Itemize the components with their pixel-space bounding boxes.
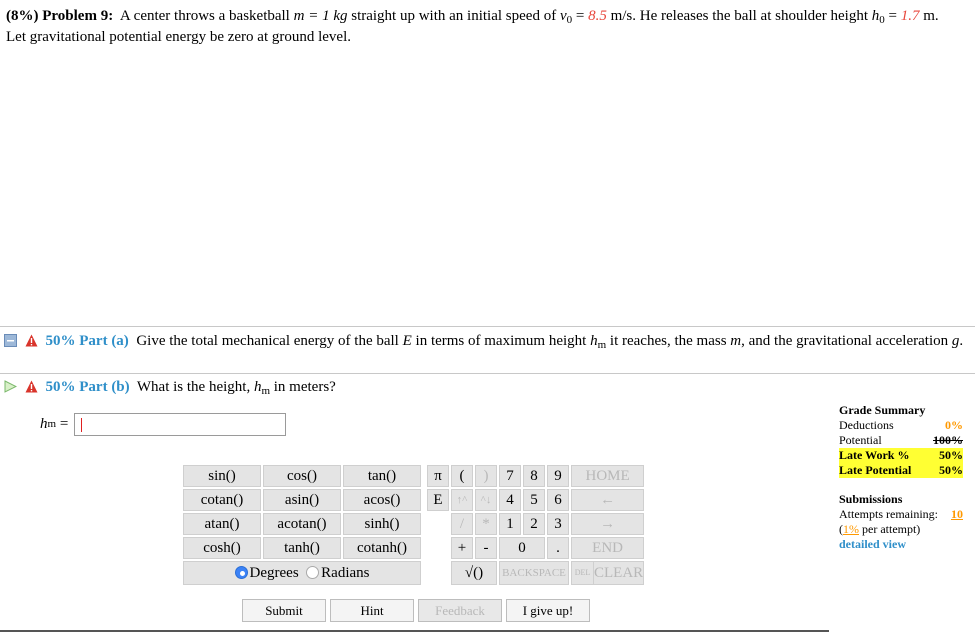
key-8[interactable]: 8 (523, 465, 545, 487)
expand-arrow-icon[interactable] (4, 379, 17, 400)
key-plus[interactable]: + (451, 537, 473, 559)
key-1[interactable]: 1 (499, 513, 521, 535)
part-a: 50% Part (a) Give the total mechanical energy of the ball E in terms of maximum height $h_m$ it reaches, the mass m, and the gravitational acceleration g. (4, 331, 964, 354)
key-cosh[interactable]: cosh() (183, 537, 261, 559)
key-home[interactable]: HOME (571, 465, 644, 487)
problem-label: Problem 9: (42, 8, 114, 24)
key-tanh[interactable]: tanh() (263, 537, 341, 559)
key-tan[interactable]: tan() (343, 465, 421, 487)
angle-mode: Degrees Radians (183, 561, 421, 585)
key-3[interactable]: 3 (547, 513, 569, 535)
key-backspace[interactable]: BACKSPACE (499, 561, 569, 585)
grade-summary: Grade Summary Deductions 0% Potential 100% Late Work % 50% Late Potential 50% Submissions Attempts remaining: 10 (1% per attempt) detailed view (839, 403, 963, 551)
key-sqrt[interactable]: √() (451, 561, 497, 585)
key-2[interactable]: 2 (523, 513, 545, 535)
divider (0, 630, 829, 632)
key-caret-down[interactable]: ^↓ (475, 489, 497, 511)
part-b: 50% Part (b) What is the height, $h_m$ in meters? (4, 377, 964, 400)
key-acotan[interactable]: acotan() (263, 513, 341, 535)
key-5[interactable]: 5 (523, 489, 545, 511)
key-pi[interactable]: π (427, 465, 449, 487)
key-divide[interactable]: / (451, 513, 473, 535)
keypad (181, 463, 646, 587)
key-cos[interactable]: cos() (263, 465, 341, 487)
text-cursor (81, 418, 82, 432)
feedback-button[interactable]: Feedback (418, 599, 502, 622)
radians-radio[interactable] (306, 566, 319, 579)
key-sinh[interactable]: sinh() (343, 513, 421, 535)
warning-icon (25, 333, 38, 354)
divider (0, 373, 975, 374)
give-up-button[interactable]: I give up! (506, 599, 590, 622)
key-7[interactable]: 7 (499, 465, 521, 487)
key-acos[interactable]: acos() (343, 489, 421, 511)
divider (0, 326, 975, 327)
warning-icon (25, 379, 38, 400)
detailed-view-link[interactable]: detailed view (839, 537, 906, 551)
degrees-radio[interactable] (235, 566, 248, 579)
key-right-arrow[interactable]: → (571, 513, 644, 535)
key-0[interactable]: 0 (499, 537, 545, 559)
key-clear[interactable]: CLEAR (594, 565, 644, 581)
key-cotanh[interactable]: cotanh() (343, 537, 421, 559)
key-asin[interactable]: asin() (263, 489, 341, 511)
key-e[interactable]: E (427, 489, 449, 511)
given-v0: 8.5 (588, 8, 607, 24)
key-up-caret[interactable]: ↑^ (451, 489, 473, 511)
problem-percent: (8%) (6, 8, 39, 24)
key-atan[interactable]: atan() (183, 513, 261, 535)
key-end[interactable]: END (571, 537, 644, 559)
key-decimal[interactable]: . (547, 537, 569, 559)
part-a-label[interactable]: 50% Part (a) (45, 333, 129, 349)
given-h0: 1.7 (900, 8, 920, 24)
answer-variable: h (40, 415, 48, 432)
key-left-arrow[interactable]: ← (571, 489, 644, 511)
answer-row: h m = (40, 412, 286, 436)
part-b-label[interactable]: 50% Part (b) (45, 379, 130, 395)
key-multiply[interactable]: * (475, 513, 497, 535)
key-4[interactable]: 4 (499, 489, 521, 511)
key-sin[interactable]: sin() (183, 465, 261, 487)
problem-statement: (8%) Problem 9: A center throws a basketball m = 1 kg straight up with an initial speed of $v_0 = 8.5$ m/s. He releases the ball at shoulder height $h_0 = 1.7$ m. Let gravitational potential energy be zero at ground level. (6, 8, 939, 45)
key-6[interactable]: 6 (547, 489, 569, 511)
submit-button[interactable]: Submit (242, 599, 326, 622)
key-del[interactable]: DEL (572, 562, 594, 584)
key-rparen[interactable]: ) (475, 465, 497, 487)
key-cotan[interactable]: cotan() (183, 489, 261, 511)
action-buttons (242, 599, 590, 622)
key-9[interactable]: 9 (547, 465, 569, 487)
key-minus[interactable]: - (475, 537, 497, 559)
answer-input[interactable] (74, 413, 286, 436)
collapse-icon[interactable] (4, 333, 17, 354)
key-lparen[interactable]: ( (451, 465, 473, 487)
hint-button[interactable]: Hint (330, 599, 414, 622)
